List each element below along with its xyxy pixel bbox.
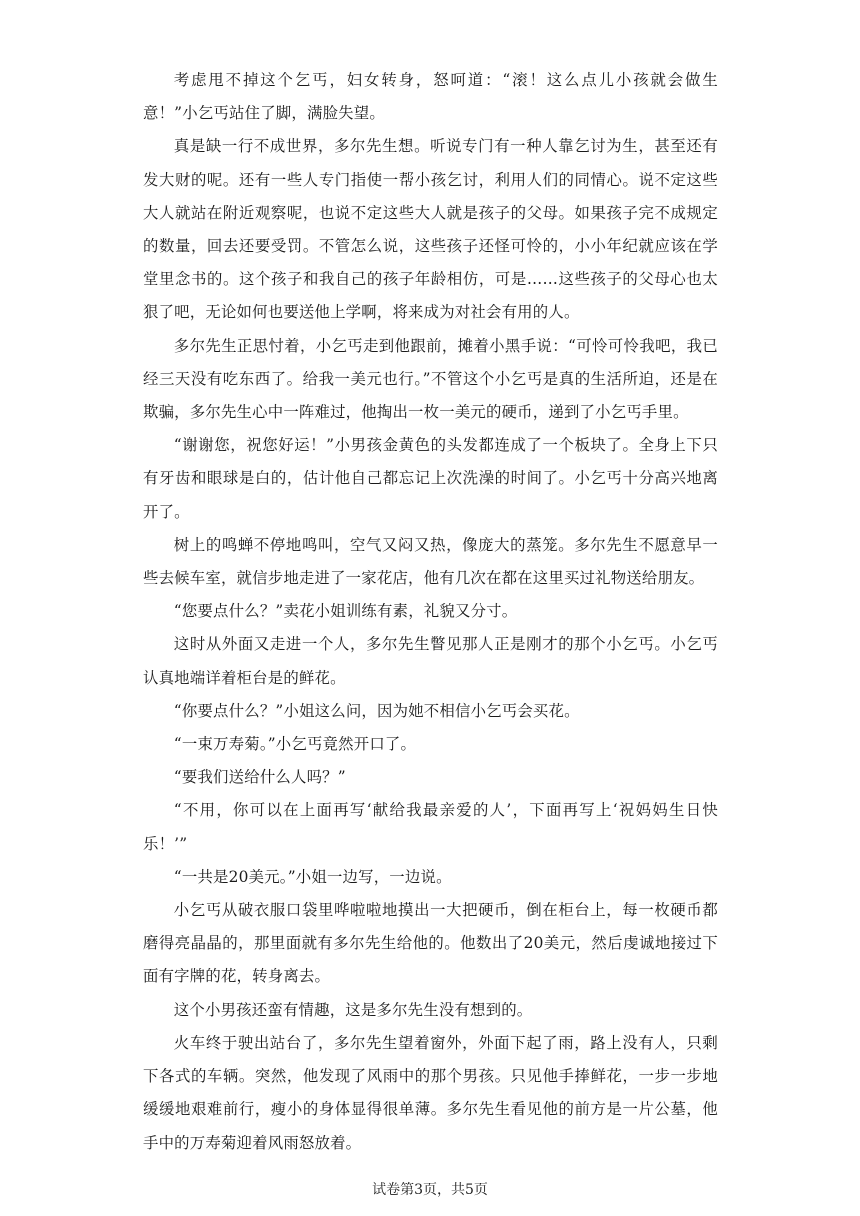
page-footer: 试卷第3页，共5页 bbox=[372, 1182, 488, 1198]
paragraph: 真是缺一行不成世界，多尔先生想。听说专门有一种人靠乞讨为生，甚至还有发大财的呢。还有一些人专门指使一帮小孩乞讨，利用人们的同情心。说不定这些大人就站在附近观察呢，也说不定这些大人就是孩子的父母。如果孩子完不成规定的数量，回去还要受罚。不管怎么说，这些孩子还怪可怜的，小小年纪就应该在学堂里念书的。这个孩子和我自己的孩子年龄相仿，可是……这些孩子的父母心也太狠了吧，无论如何也要送他上学啊，将来成为对社会有用的人。 bbox=[143, 137, 718, 322]
paragraph: “你要点什么？”小姐这么问，因为她不相信小乞丐会买花。 bbox=[173, 701, 580, 720]
paragraph: “您要点什么？”卖花小姐训练有素，礼貌又分寸。 bbox=[173, 602, 518, 621]
paragraph: 这时从外面又走进一个人，多尔先生瞥见那人正是刚才的那个小乞丐。小乞丐认真地端详着柜台是的鲜花。 bbox=[143, 635, 718, 687]
paragraph: 多尔先生正思忖着，小乞丐走到他跟前，摊着小黑手说：“可怜可怜我吧，我已经三天没有吃东西了。给我一美元也行。”不管这个小乞丐是真的生活所迫，还是在欺骗，多尔先生心中一阵难过，他掏出一枚一美元的硬币，递到了小乞丐手里。 bbox=[143, 336, 718, 422]
paragraph: “要我们送给什么人吗？” bbox=[173, 768, 346, 787]
paragraph: “一共是20美元。”小姐一边写，一边说。 bbox=[173, 867, 452, 886]
paragraph: 火车终于驶出站台了，多尔先生望着窗外，外面下起了雨，路上没有人，只剩下各式的车辆。突然，他发现了风雨中的那个男孩。只见他手捧鲜花，一步一步地缓缓地艰难前行，瘦小的身体显得很单薄。多尔先生看见他的前方是一片公墓，他手中的万寿菊迎着风雨怒放着。 bbox=[143, 1033, 718, 1152]
paragraph: 这个小男孩还蛮有情趣，这是多尔先生没有想到的。 bbox=[173, 1000, 533, 1019]
paragraph: 考虑甩不掉这个乞丐，妇女转身，怒呵道：“滚！这么点儿小孩就会做生意！”小乞丐站住了脚，满脸失望。 bbox=[143, 71, 718, 123]
paragraph: “不用，你可以在上面再写‘献给我最亲爱的人’，下面再写上‘祝妈妈生日快乐！’” bbox=[143, 801, 718, 853]
paragraph: 小乞丐从破衣服口袋里哗啦啦地摸出一大把硬币，倒在柜台上，每一枚硬币都磨得亮晶晶的，那里面就有多尔先生给他的。他数出了20美元，然后虔诚地接过下面有字牌的花，转身离去。 bbox=[143, 901, 718, 986]
paragraph: 树上的鸣蝉不停地鸣叫，空气又闷又热，像庞大的蒸笼。多尔先生不愿意早一些去候车室，就信步地走进了一家花店，他有几次在都在这里买过礼物送给朋友。 bbox=[143, 535, 718, 588]
story-text bbox=[143, 64, 718, 1160]
paragraph: “谢谢您，祝您好运！”小男孩金黄色的头发都连成了一个板块了。全身上下只有牙齿和眼球是白的，估计他自己都忘记上次洗澡的时间了。小乞丐十分高兴地离开了。 bbox=[143, 436, 718, 521]
paragraph: “一束万寿菊。”小乞丐竟然开口了。 bbox=[173, 735, 417, 754]
